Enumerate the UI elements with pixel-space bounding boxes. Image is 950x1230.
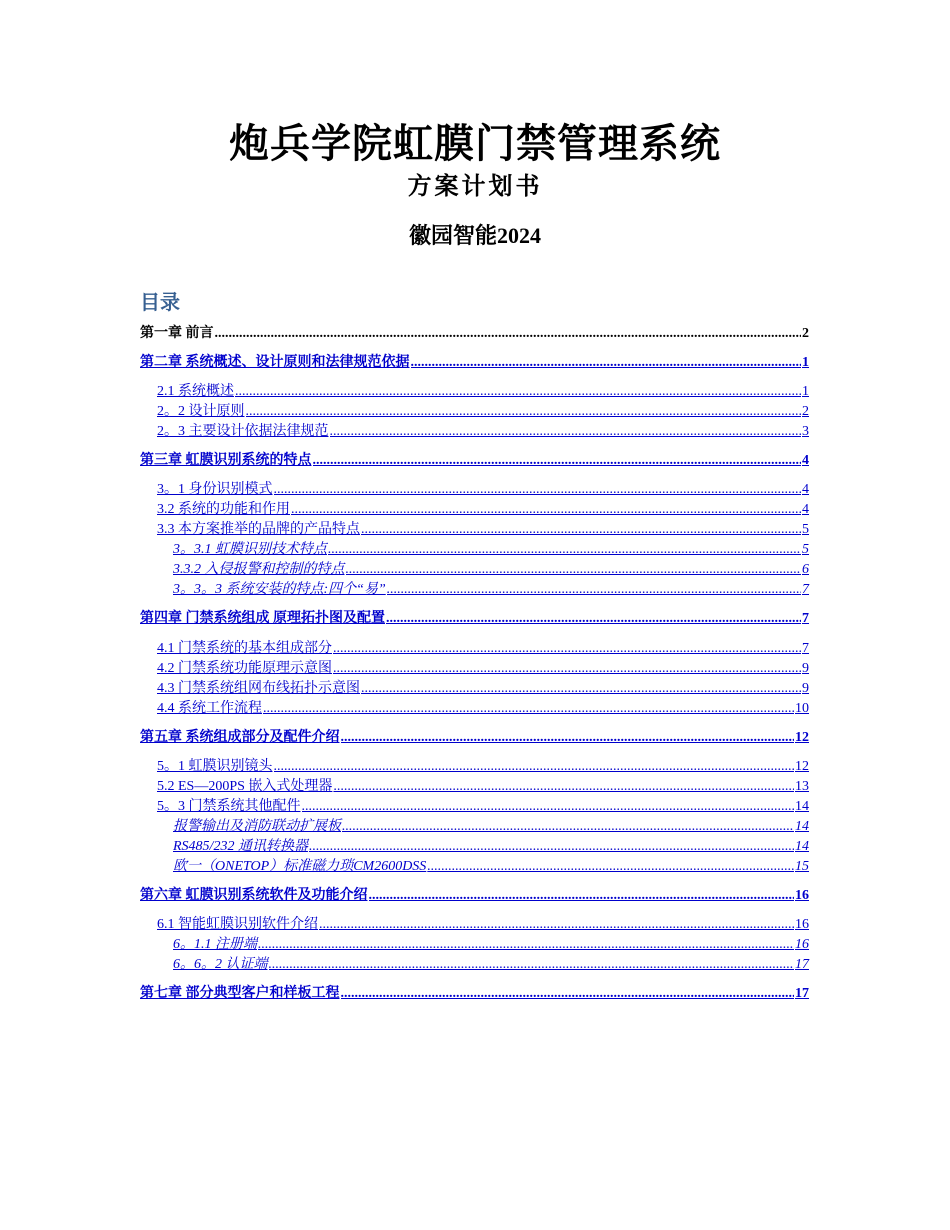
- toc-entry-page: 9: [802, 681, 809, 696]
- toc-entry-label: 4.2 门禁系统功能原理示意图: [157, 661, 332, 676]
- toc-entry-page: 16: [795, 917, 809, 932]
- toc-entry[interactable]: [173, 581, 809, 599]
- toc-entry-label: 第五章 系统组成部分及配件介绍: [140, 730, 340, 745]
- toc-entry[interactable]: [140, 985, 809, 1003]
- toc-entry-page: 2: [802, 404, 809, 419]
- toc-entry-page: 5: [802, 522, 809, 537]
- toc-leader-dots: [274, 481, 802, 499]
- toc-entry-label: 欧一（ONETOP）标准磁力琐CM2600DSS: [173, 859, 427, 874]
- toc-entry[interactable]: [140, 610, 809, 628]
- toc-entry-page: 9: [802, 661, 809, 676]
- toc-entry[interactable]: [140, 452, 809, 470]
- toc-entry-page: 14: [795, 819, 809, 834]
- toc-entry-page: 15: [795, 859, 809, 874]
- toc-leader-dots: [313, 452, 802, 470]
- toc-entry[interactable]: [157, 680, 809, 698]
- toc-entry-page: 10: [795, 701, 809, 716]
- toc-entry-label: 3.3 本方案推举的品牌的产品特点: [157, 522, 360, 537]
- toc-entry-page: 2: [802, 326, 809, 341]
- toc-leader-dots: [274, 758, 795, 776]
- toc-leader-dots: [215, 325, 802, 343]
- toc-entry[interactable]: [157, 481, 809, 499]
- toc-entry-label: 3。1 身份识别模式: [157, 482, 273, 497]
- toc-entry-page: 17: [795, 986, 809, 1001]
- toc-entry-page: 14: [795, 799, 809, 814]
- toc-leader-dots: [333, 640, 801, 658]
- toc-leader-dots: [333, 778, 794, 796]
- toc-entry-page: 4: [802, 453, 809, 468]
- toc-entry[interactable]: [173, 956, 809, 974]
- toc-entry-label: 2.1 系统概述: [157, 384, 234, 399]
- toc-leader-dots: [291, 501, 801, 519]
- toc-entry-page: 14: [795, 839, 809, 854]
- toc-entry[interactable]: [173, 858, 809, 876]
- toc-leader-dots: [411, 354, 802, 372]
- toc-entry-page: 4: [802, 482, 809, 497]
- toc-entry-label: 6.1 智能虹膜识别软件介绍: [157, 917, 318, 932]
- toc-entry-page: 12: [795, 759, 809, 774]
- toc-heading: 目录: [140, 290, 180, 314]
- toc-entry[interactable]: [173, 838, 809, 856]
- toc-leader-dots: [330, 423, 802, 441]
- toc-entry-label: 5。3 门禁系统其他配件: [157, 799, 301, 814]
- toc-entry-label: 2。2 设计原则: [157, 404, 245, 419]
- toc-leader-dots: [341, 729, 795, 747]
- toc-entry-label: 2。3 主要设计依据法律规范: [157, 424, 329, 439]
- toc-entry[interactable]: [157, 640, 809, 658]
- toc-entry[interactable]: [173, 561, 809, 579]
- toc-entry[interactable]: [173, 936, 809, 954]
- toc-entry-label: 3.2 系统的功能和作用: [157, 502, 290, 517]
- toc-entry-label: 4.3 门禁系统组网布线拓扑示意图: [157, 681, 360, 696]
- toc-entry-page: 12: [795, 730, 809, 745]
- toc-leader-dots: [361, 521, 801, 539]
- toc-entry[interactable]: [157, 798, 809, 816]
- toc-leader-dots: [346, 561, 802, 579]
- toc-entry-label: 5.2 ES—200PS 嵌入式处理器: [157, 779, 333, 794]
- toc-entry-page: 16: [795, 888, 809, 903]
- toc-entry[interactable]: [157, 383, 809, 401]
- toc-entry[interactable]: [140, 887, 809, 905]
- toc-entry-page: 4: [802, 502, 809, 517]
- toc-entry[interactable]: [157, 778, 809, 796]
- toc-leader-dots: [309, 838, 794, 856]
- toc-entry-label: 报警输出及消防联动扩展板: [173, 819, 341, 834]
- toc-leader-dots: [387, 581, 801, 599]
- toc-entry-label: 3.3.2 入侵报警和控制的特点: [173, 562, 345, 577]
- toc-leader-dots: [258, 936, 794, 954]
- document-subtitle: 方案计划书: [407, 174, 543, 200]
- toc-entry-page: 6: [802, 562, 809, 577]
- document-title: 炮兵学院虹膜门禁管理系统: [229, 121, 721, 166]
- toc-leader-dots: [386, 610, 801, 628]
- toc-entry[interactable]: [157, 758, 809, 776]
- toc-entry-page: 1: [802, 384, 809, 399]
- toc-entry-label: 第七章 部分典型客户和样板工程: [140, 986, 340, 1001]
- toc-entry-page: 7: [802, 582, 809, 597]
- toc-entry-page: 3: [802, 424, 809, 439]
- toc-entry-label: RS485/232 通讯转换器: [173, 839, 308, 854]
- toc-entry: [140, 325, 809, 343]
- toc-leader-dots: [263, 700, 794, 718]
- toc-entry[interactable]: [157, 700, 809, 718]
- toc-entry-label: 3。3。3 系统安装的特点:四个“易”: [173, 582, 386, 597]
- toc-leader-dots: [333, 660, 801, 678]
- toc-entry-page: 7: [802, 611, 809, 626]
- toc-leader-dots: [246, 403, 802, 421]
- toc-entry-label: 第四章 门禁系统组成 原理拓扑图及配置: [140, 611, 385, 626]
- toc-entry[interactable]: [157, 521, 809, 539]
- toc-entry-label: 3。3.1 虹膜识别技术特点: [173, 542, 327, 557]
- toc-entry-label: 第六章 虹膜识别系统软件及功能介绍: [140, 888, 368, 903]
- toc-entry-page: 7: [802, 641, 809, 656]
- toc-leader-dots: [341, 985, 795, 1003]
- toc-entry[interactable]: [157, 660, 809, 678]
- toc-leader-dots: [302, 798, 795, 816]
- toc-entry-label: 第一章 前言: [140, 326, 214, 341]
- toc-leader-dots: [328, 541, 801, 559]
- toc-entry[interactable]: [157, 916, 809, 934]
- toc-leader-dots: [369, 887, 795, 905]
- toc-entry[interactable]: [140, 354, 809, 372]
- toc-entry[interactable]: [173, 541, 809, 559]
- toc-entry-label: 第三章 虹膜识别系统的特点: [140, 453, 312, 468]
- toc-entry[interactable]: [157, 501, 809, 519]
- toc-leader-dots: [342, 818, 794, 836]
- toc-entry-label: 4.4 系统工作流程: [157, 701, 262, 716]
- toc-entry-page: 1: [802, 355, 809, 370]
- toc-entry-label: 4.1 门禁系统的基本组成部分: [157, 641, 332, 656]
- toc-entry[interactable]: [173, 818, 809, 836]
- company-name: 徽园智能2024: [408, 223, 541, 248]
- toc-entry[interactable]: [140, 729, 809, 747]
- toc-entry-label: 5。1 虹膜识别镜头: [157, 759, 273, 774]
- toc-leader-dots: [319, 916, 794, 934]
- toc-entry-page: 13: [795, 779, 809, 794]
- toc-leader-dots: [427, 858, 794, 876]
- toc-entry-label: 6。6。2 认证端: [173, 957, 268, 972]
- toc-entry-page: 16: [795, 937, 809, 952]
- toc-entry[interactable]: [157, 403, 809, 421]
- toc-entry-page: 17: [795, 957, 809, 972]
- toc-entry-page: 5: [802, 542, 809, 557]
- toc-leader-dots: [361, 680, 801, 698]
- toc-leader-dots: [235, 383, 801, 401]
- toc-entry-label: 6。1.1 注册端: [173, 937, 257, 952]
- toc-entry-label: 第二章 系统概述、设计原则和法律规范依据: [140, 355, 410, 370]
- toc-entry[interactable]: [157, 423, 809, 441]
- toc-leader-dots: [269, 956, 795, 974]
